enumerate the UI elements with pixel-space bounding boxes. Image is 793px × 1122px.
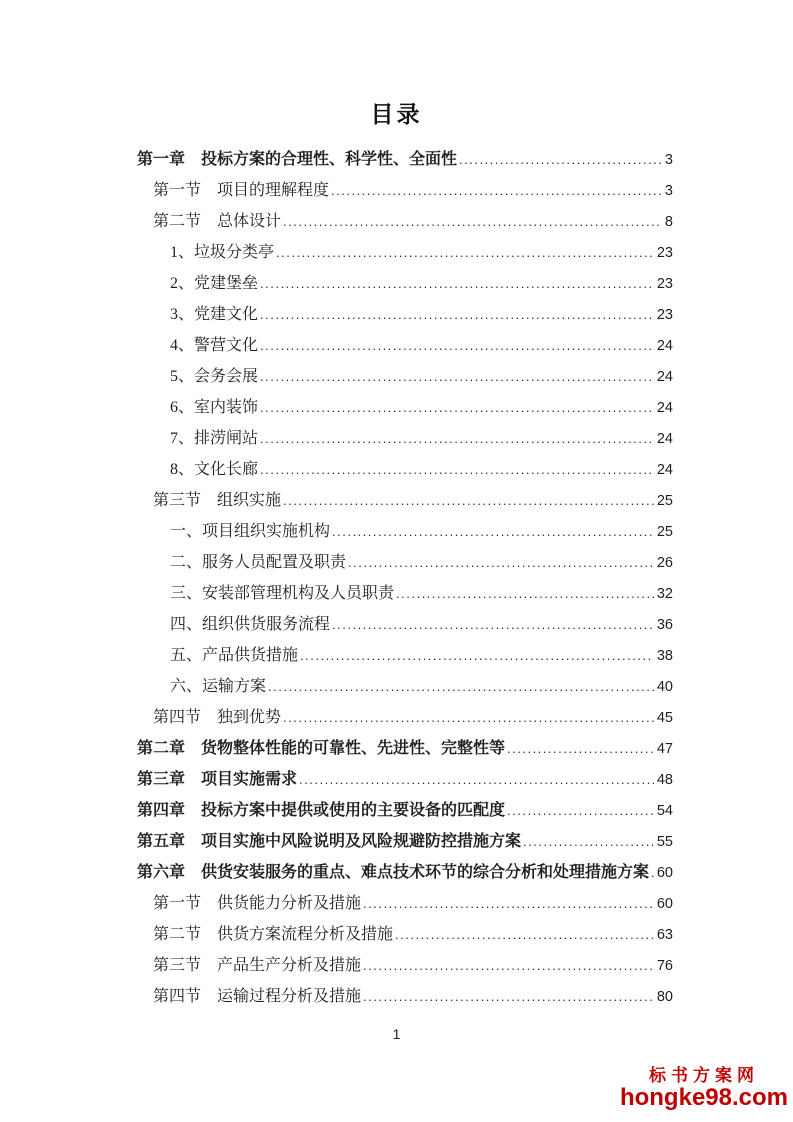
toc-entry-label: 4、警营文化 xyxy=(170,337,259,354)
toc-dot-leader xyxy=(348,547,654,578)
toc-entry-page: 24 xyxy=(656,431,673,447)
toc-entry[interactable] xyxy=(137,454,673,485)
toc-entry[interactable] xyxy=(137,609,673,640)
toc-entry-label: 第五章 项目实施中风险说明及风险规避防控措施方案 xyxy=(137,833,522,850)
toc-dot-leader xyxy=(260,423,654,454)
toc-entry[interactable] xyxy=(137,361,673,392)
toc-entry-label: 第一节 项目的理解程度 xyxy=(153,182,330,199)
toc-dot-leader xyxy=(363,888,654,919)
toc-dot-leader xyxy=(276,237,654,268)
toc-entry-page: 76 xyxy=(656,958,673,974)
watermark xyxy=(620,1067,788,1110)
toc-entry[interactable] xyxy=(137,485,673,516)
toc-dot-leader xyxy=(363,981,654,1012)
toc-dot-leader xyxy=(395,919,654,950)
toc-entry-label: 第三章 项目实施需求 xyxy=(137,771,298,788)
toc-entry-page: 54 xyxy=(656,803,673,819)
toc-entry-page: 3 xyxy=(664,152,673,168)
toc-entry-label: 第一节 供货能力分析及措施 xyxy=(153,895,362,912)
toc-entry[interactable] xyxy=(137,206,673,237)
toc-dot-leader xyxy=(268,671,654,702)
toc-dot-leader xyxy=(523,826,654,857)
toc-entry-page: 24 xyxy=(656,462,673,478)
toc-entry-label: 第二节 供货方案流程分析及措施 xyxy=(153,926,394,943)
toc-dot-leader xyxy=(459,144,662,175)
toc-entry[interactable] xyxy=(137,733,673,764)
toc-dot-leader xyxy=(283,485,654,516)
toc-entry-label: 第四节 运输过程分析及措施 xyxy=(153,988,362,1005)
toc-dot-leader xyxy=(299,764,654,795)
toc-entry-label: 第三节 组织实施 xyxy=(153,492,282,509)
toc-entry-page: 24 xyxy=(656,369,673,385)
toc-entry[interactable] xyxy=(137,857,673,888)
toc-entry-label: 第六章 供货安装服务的重点、难点技术环节的综合分析和处理措施方案 xyxy=(137,864,650,881)
toc-dot-leader xyxy=(332,516,654,547)
toc-entry[interactable] xyxy=(137,578,673,609)
toc-entry[interactable] xyxy=(137,237,673,268)
toc-dot-leader xyxy=(332,609,654,640)
toc-entry[interactable] xyxy=(137,981,673,1012)
toc-entry-page: 23 xyxy=(656,276,673,292)
toc-entry[interactable] xyxy=(137,795,673,826)
toc-entry[interactable] xyxy=(137,299,673,330)
toc-entry-label: 第二章 货物整体性能的可靠性、先进性、完整性等 xyxy=(137,740,506,757)
toc-entry-page: 26 xyxy=(656,555,673,571)
toc-dot-leader xyxy=(331,175,662,206)
toc-entry-label: 8、文化长廊 xyxy=(170,461,259,478)
toc-dot-leader xyxy=(260,299,654,330)
toc-entry[interactable] xyxy=(137,268,673,299)
toc-entry[interactable] xyxy=(137,640,673,671)
toc-entry-page: 23 xyxy=(656,307,673,323)
toc-entry-label: 第四节 独到优势 xyxy=(153,709,282,726)
toc-entry-page: 32 xyxy=(656,586,673,602)
toc-dot-leader xyxy=(260,454,654,485)
toc-dot-leader xyxy=(363,950,654,981)
toc-dot-leader xyxy=(507,795,654,826)
toc-entry-label: 6、室内装饰 xyxy=(170,399,259,416)
toc-entry[interactable] xyxy=(137,826,673,857)
toc-entry-page: 25 xyxy=(656,493,673,509)
toc-dot-leader xyxy=(260,392,654,423)
toc-entry-page: 63 xyxy=(656,927,673,943)
toc-entry[interactable] xyxy=(137,671,673,702)
toc-title: 目录 xyxy=(370,102,423,127)
watermark-site-name: 标书方案网 xyxy=(648,1065,759,1085)
toc-entry-label: 3、党建文化 xyxy=(170,306,259,323)
toc-entry-label: 第二节 总体设计 xyxy=(153,213,282,230)
toc-dot-leader xyxy=(260,330,654,361)
toc-dot-leader xyxy=(283,206,662,237)
toc-entry[interactable] xyxy=(137,919,673,950)
toc-entry-page: 60 xyxy=(656,865,673,881)
toc-dot-leader xyxy=(283,702,654,733)
toc-dot-leader xyxy=(260,268,654,299)
toc-entry-label: 第四章 投标方案中提供或使用的主要设备的匹配度 xyxy=(137,802,506,819)
toc-entry[interactable] xyxy=(137,423,673,454)
toc-entry-page: 80 xyxy=(656,989,673,1005)
toc-dot-leader xyxy=(651,857,654,888)
toc-entry[interactable] xyxy=(137,888,673,919)
toc-entry[interactable] xyxy=(137,175,673,206)
toc-entry[interactable] xyxy=(137,547,673,578)
toc-list xyxy=(137,144,673,1012)
toc-entry-label: 2、党建堡垒 xyxy=(170,275,259,292)
toc-dot-leader xyxy=(300,640,654,671)
toc-entry[interactable] xyxy=(137,950,673,981)
toc-entry-label: 一、项目组织实施机构 xyxy=(170,523,331,540)
toc-entry-page: 24 xyxy=(656,400,673,416)
toc-dot-leader xyxy=(396,578,654,609)
toc-entry-page: 3 xyxy=(664,183,673,199)
toc-entry[interactable] xyxy=(137,702,673,733)
toc-entry-page: 36 xyxy=(656,617,673,633)
toc-entry-label: 5、会务会展 xyxy=(170,368,259,385)
toc-entry[interactable] xyxy=(137,516,673,547)
toc-entry-page: 8 xyxy=(664,214,673,230)
toc-entry-label: 五、产品供货措施 xyxy=(170,647,299,664)
toc-entry-page: 55 xyxy=(656,834,673,850)
toc-entry-page: 40 xyxy=(656,679,673,695)
toc-entry[interactable] xyxy=(137,764,673,795)
toc-dot-leader xyxy=(260,361,654,392)
toc-entry-page: 24 xyxy=(656,338,673,354)
watermark-site-url: hongke98.com xyxy=(619,1083,788,1111)
toc-dot-leader xyxy=(507,733,654,764)
toc-entry-page: 45 xyxy=(656,710,673,726)
toc-entry-label: 三、安装部管理机构及人员职责 xyxy=(170,585,395,602)
footer-page-number: 1 xyxy=(392,1026,401,1042)
toc-entry-label: 二、服务人员配置及职责 xyxy=(170,554,347,571)
toc-entry-label: 第三节 产品生产分析及措施 xyxy=(153,957,362,974)
toc-entry[interactable] xyxy=(137,144,673,175)
toc-entry-page: 48 xyxy=(656,772,673,788)
toc-entry-label: 第一章 投标方案的合理性、科学性、全面性 xyxy=(137,151,458,168)
toc-entry-page: 38 xyxy=(656,648,673,664)
toc-entry-label: 六、运输方案 xyxy=(170,678,267,695)
toc-entry-label: 四、组织供货服务流程 xyxy=(170,616,331,633)
toc-entry-label: 1、垃圾分类亭 xyxy=(170,244,275,261)
toc-entry[interactable] xyxy=(137,392,673,423)
toc-entry[interactable] xyxy=(137,330,673,361)
toc-entry-page: 25 xyxy=(656,524,673,540)
toc-entry-label: 7、排涝闸站 xyxy=(170,430,259,447)
toc-entry-page: 47 xyxy=(656,741,673,757)
toc-entry-page: 23 xyxy=(656,245,673,261)
toc-entry-page: 60 xyxy=(656,896,673,912)
